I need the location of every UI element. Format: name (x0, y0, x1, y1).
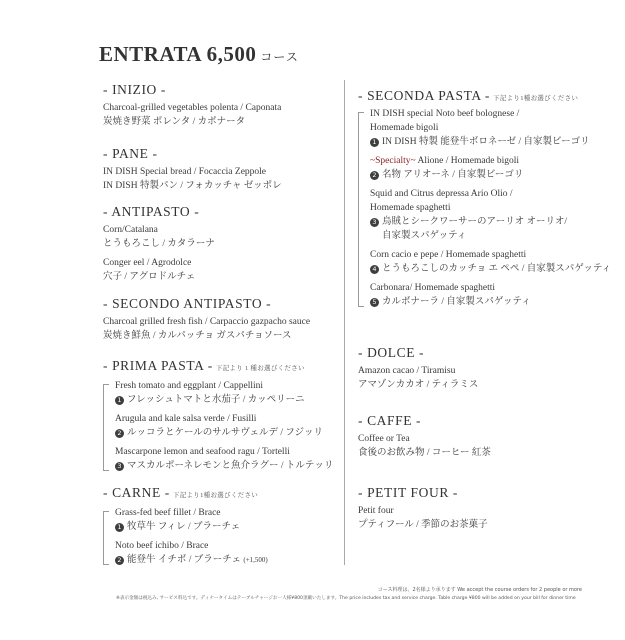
section-title-text: - SECONDA PASTA - (358, 88, 491, 103)
section-title: - ANTIPASTO - (103, 204, 200, 219)
dish-ja (370, 215, 588, 229)
number-badge: 3 (115, 462, 124, 471)
dish-ja: 炭焼き鮮魚 / カルパッチョ ガスパチョソース (103, 331, 292, 341)
dish-ja-text: マスカルポーネレモンと魚介ラグー / トルテッリ (127, 461, 334, 471)
dish-en: Amazon cacao / Tiramisu (358, 366, 456, 376)
dish-en: IN DISH Special bread / Focaccia Zeppole (103, 167, 267, 177)
section-title: - CAFFE - (358, 413, 422, 428)
specialty-tag: ~Specialty~ (370, 156, 416, 166)
dish-en: Homemade bigoli (370, 123, 439, 133)
section-inizio (103, 82, 335, 129)
number-badge: 2 (115, 429, 124, 438)
dish-ja (370, 135, 588, 149)
section-petit-four (358, 485, 588, 532)
section-title (103, 358, 335, 377)
section-prima-pasta (103, 358, 335, 473)
dish-en-text: Alione / Homemade bigoli (415, 156, 520, 166)
dish-en: Arugula and kale salsa verde / Fusilli (115, 414, 257, 424)
menu-title-suffix: コース (260, 50, 299, 64)
dish-en: Noto beef ichibo / Brace (115, 541, 209, 551)
footer-price-note: ※表示金額は税込み, サービス料込です。ディナータイムはテーブルチャージお一人様¥800頂戴いたします。The price includes tax and service charge. Table charge ¥800 will be added on your bill for dinner time (116, 596, 576, 601)
dish-ja: プティフール / 季節のお茶菓子 (358, 520, 488, 530)
number-badge: 1 (370, 138, 379, 147)
section-note: 下記より 1 種お選びください (215, 365, 305, 372)
dish-ja: 自家製スパゲッティ (382, 231, 467, 241)
section-carne (103, 485, 335, 567)
section-dolce (358, 345, 588, 392)
dish-en: IN DISH special Noto beef bolognese / (370, 109, 520, 119)
footer-course-note: コース料理は、2名様より承ります We accept the course orders for 2 people or more (377, 587, 582, 593)
choice-group (103, 506, 335, 567)
dish-en (370, 154, 588, 168)
number-badge: 5 (370, 298, 379, 307)
group-bracket (358, 112, 364, 307)
dish-ja (115, 426, 335, 440)
dish-en: Charcoal-grilled vegetables polenta / Caponata (103, 103, 282, 113)
section-title-text: - CARNE - (103, 485, 170, 500)
section-pane (103, 146, 335, 193)
dish-ja: とうもろこし / カタラーナ (103, 239, 215, 249)
choice-group (103, 379, 335, 473)
number-badge: 2 (115, 556, 124, 565)
dish-ja (115, 393, 335, 407)
dish-ja-text: ルッコラとケールのサルサヴェルデ / フジッリ (127, 428, 323, 438)
number-badge: 3 (370, 218, 379, 227)
dish-ja-text: カルボナーラ / 自家製スパゲッティ (382, 297, 531, 307)
column-divider (344, 80, 345, 565)
dish-en: Carbonara/ Homemade spaghetti (370, 283, 496, 293)
section-title: - PETIT FOUR - (358, 485, 459, 500)
dish-ja-text: とうもろこしのカッチョ エ ペペ / 自家製スパゲッティ (382, 264, 612, 274)
dish-ja (370, 262, 612, 276)
dish-ja (115, 553, 335, 567)
dish-ja-text: フレッシュトマトと水茄子 / カッペリーニ (127, 395, 305, 405)
group-bracket (103, 511, 109, 565)
section-note: 下記より1種お選びください (172, 492, 259, 499)
dish-en: Fresh tomato and eggplant / Cappellini (115, 381, 264, 391)
section-title (103, 485, 335, 504)
dish-ja: IN DISH 特製パン / フォカッチャ ゼッポレ (103, 181, 282, 191)
dish-en: Squid and Citrus depressa Ario Olio / (370, 189, 513, 199)
section-title: - PANE - (103, 146, 158, 161)
menu-title (99, 42, 299, 67)
section-seconda-pasta (358, 88, 612, 309)
number-badge: 1 (115, 396, 124, 405)
dish-en: Homemade spaghetti (370, 203, 451, 213)
dish-ja-text: 能登牛 イチボ / ブラーチェ (127, 555, 241, 565)
menu-title-text: ENTRATA 6,500 (99, 42, 257, 66)
dish-en: Coffee or Tea (358, 434, 410, 444)
dish-en: Grass-fed beef fillet / Brace (115, 508, 221, 518)
section-antipasto (103, 204, 335, 284)
dish-ja: 穴子 / アグロドルチェ (103, 272, 196, 282)
number-badge: 4 (370, 265, 379, 274)
dish-en: Corn/Catalana (103, 225, 158, 235)
dish-ja (370, 168, 588, 182)
section-title (358, 88, 588, 107)
section-secondo-antipasto (103, 296, 335, 343)
dish-ja (115, 520, 335, 534)
dish-ja: 食後のお飲み物 / コーヒー 紅茶 (358, 448, 491, 458)
section-caffe (358, 413, 588, 460)
dish-en: Charcoal grilled fresh fish / Carpaccio gazpacho sauce (103, 317, 311, 327)
section-note: 下記より1種お選びください (493, 95, 579, 102)
group-bracket (103, 384, 109, 471)
number-badge: 2 (370, 171, 379, 180)
dish-ja (370, 295, 588, 309)
dish-ja-text: 名物 アリオーネ / 自家製ビーゴリ (382, 170, 524, 180)
dish-ja-text: 烏賊とシークワーサーのアーリオ オーリオ/ (382, 217, 568, 227)
section-title-text: - PRIMA PASTA - (103, 358, 213, 373)
dish-en: Conger eel / Agrodolce (103, 258, 192, 268)
section-title: - SECONDO ANTIPASTO - (103, 296, 272, 311)
choice-group (358, 107, 612, 309)
dish-ja: 炭焼き野菜 ポレンタ / カポナータ (103, 117, 246, 127)
dish-ja-text: 牧草牛 フィレ / ブラーチェ (127, 522, 241, 532)
dish-en: Corn cacio e pepe / Homemade spaghetti (370, 250, 527, 260)
dish-en: Mascarpone lemon and seafood ragu / Tortelli (115, 447, 290, 457)
section-title: - DOLCE - (358, 345, 425, 360)
surcharge: (+1,500) (243, 556, 268, 564)
dish-ja: アマゾンカカオ / ティラミス (358, 380, 479, 390)
dish-ja-text: IN DISH 特製 能登牛ボロネーゼ / 自家製ビーゴリ (382, 137, 590, 147)
dish-ja (115, 459, 335, 473)
number-badge: 1 (115, 523, 124, 532)
dish-en: Petit four (358, 506, 394, 516)
section-title: - INIZIO - (103, 82, 166, 97)
